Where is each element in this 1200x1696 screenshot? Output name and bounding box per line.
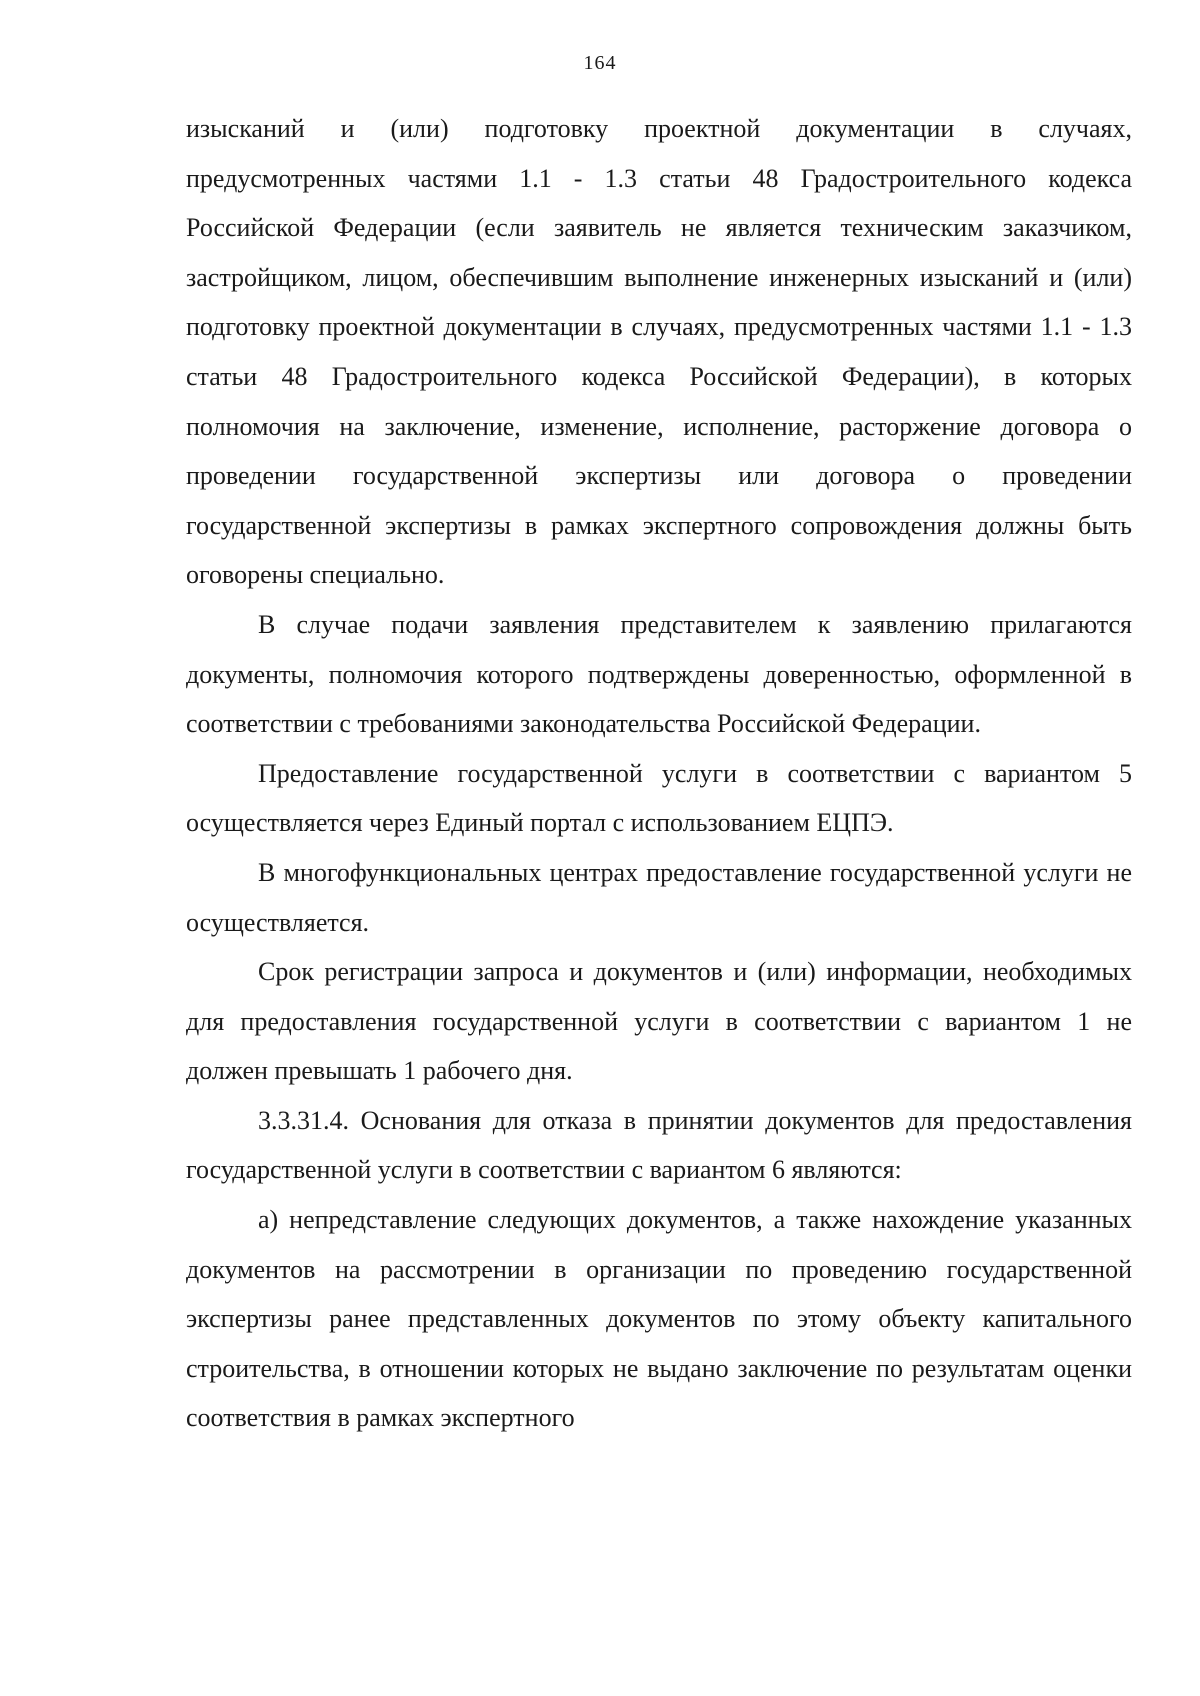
paragraph-variant-5: Предоставление государственной услуги в соответствии с вариантом 5 осуществляется через Единый портал с использованием ЕЦПЭ. (186, 758, 1132, 838)
paragraph-section-3-3-31-4: 3.3.31.4. Основания для отказа в принятии документов для предоставления государственной услуги в соответствии с вариантом 6 являются: (186, 1105, 1132, 1185)
paragraph-mfc: В многофункциональных центрах предоставление государственной услуги не осуществляется. (186, 857, 1132, 937)
paragraph-registration-term: Срок регистрации запроса и документов и (или) информации, необходимых для предоставления государственной услуги в соответствии с вариантом 1 не должен превышать 1 рабочего дня. (186, 957, 1132, 1086)
document-body (186, 104, 1132, 1443)
paragraph-item-a: а) непредставление следующих документов, а также нахождение указанных документов на рассмотрении в организации по проведению государственной экспертизы ранее представленных документов по этому объекту капитального строительства, в отношении которых не выдано заключение по результатам оценки соответствия в рамках экспертного (186, 1205, 1132, 1433)
paragraph-representative: В случае подачи заявления представителем к заявлению прилагаются документы, полномочия которого подтверждены доверенностью, оформленной в соответствии с требованиями законодательства Российской Федерации. (186, 609, 1132, 739)
page-number: 164 (583, 52, 617, 74)
paragraph-continuation: изысканий и (или) подготовку проектной документации в случаях, предусмотренных частями 1.1 - 1.3 статьи 48 Градостроительного кодекса Российской Федерации (если заявитель не является техническим заказчиком, застройщиком, лицом, обеспечившим выполнение инженерных изысканий и (или) подготовку проектной документации в случаях, предусмотренных частями 1.1 - 1.3 статьи 48 Градостроительного кодекса Российской Федерации), в которых полномочия на заключение, изменение, исполнение, расторжение договора о проведении государственной экспертизы или договора о проведении государственной экспертизы в рамках экспертного сопровождения должны быть оговорены специально. (186, 114, 1132, 590)
